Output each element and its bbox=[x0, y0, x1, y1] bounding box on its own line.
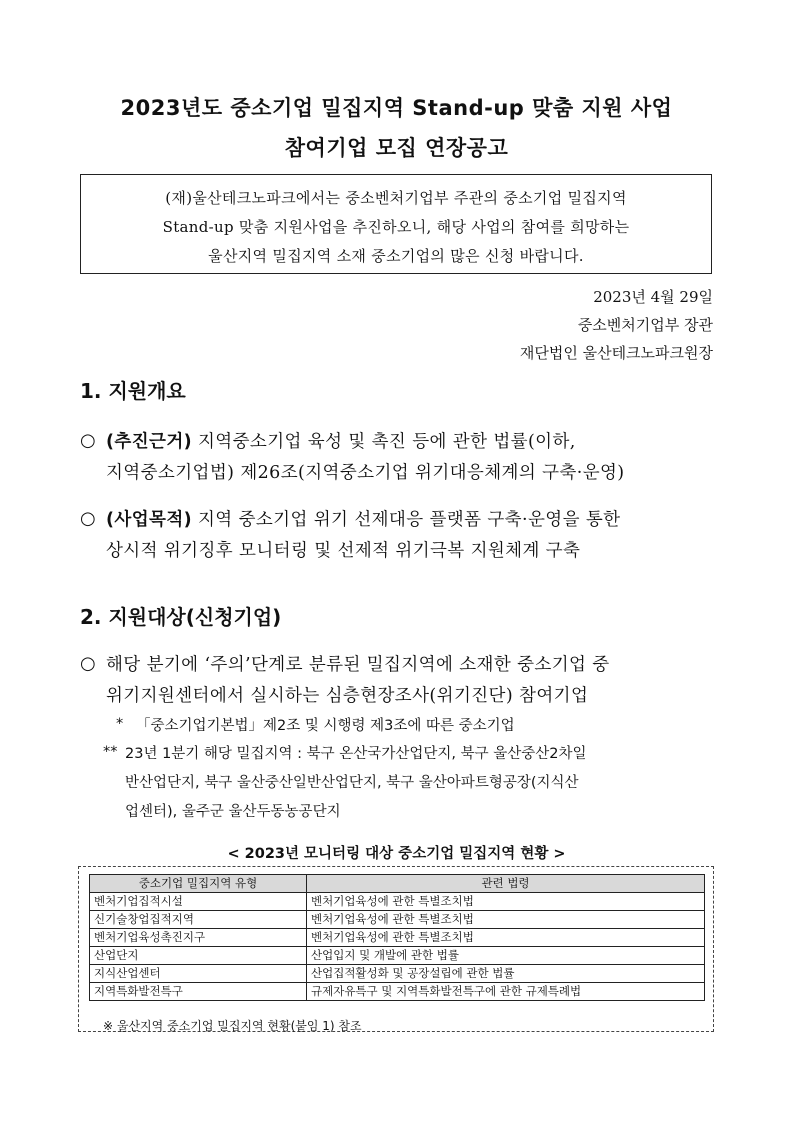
intro-box bbox=[80, 174, 712, 274]
issuer-ministry: 중소벤처기업부 장관 bbox=[577, 316, 713, 334]
label-purpose: (사업목적) bbox=[106, 510, 193, 530]
document-title: 2023년도 중소기업 밀집지역 Stand-up 맞춤 지원 사업 bbox=[120, 96, 673, 120]
paragraph-purpose bbox=[106, 506, 620, 531]
table-row bbox=[90, 893, 705, 911]
issuer-agency: 재단법인 울산테크노파크원장 bbox=[519, 344, 713, 362]
cell-law: 벤처기업육성에 관한 특별조치법 bbox=[307, 911, 705, 929]
cell-law: 산업입지 및 개발에 관한 법률 bbox=[307, 947, 705, 965]
note-regions-line2: 반산업단지, 북구 울산중산일반산업단지, 북구 울산아파트형공장(지식산 bbox=[125, 775, 579, 791]
paragraph-target: 해당 분기에 ‘주의’단계로 분류된 밀집지역에 소재한 중소기업 중 bbox=[106, 655, 610, 675]
cell-type: 벤처기업집적시설 bbox=[90, 893, 307, 911]
regions-table bbox=[89, 874, 705, 1001]
table-row bbox=[90, 983, 705, 1001]
intro-line: (재)울산테크노파크에서는 중소벤처기업부 주관의 중소기업 밀집지역 bbox=[165, 189, 627, 207]
paragraph-basis bbox=[106, 428, 576, 453]
paragraph-purpose-cont: 상시적 위기징후 모니터링 및 선제적 위기극복 지원체계 구축 bbox=[106, 541, 581, 561]
label-basis: (추진근거) bbox=[106, 432, 193, 452]
table-row bbox=[90, 947, 705, 965]
cell-law: 벤처기업육성에 관한 특별조치법 bbox=[307, 929, 705, 947]
note-regions-line1: 23년 1분기 해당 밀집지역 : 북구 온산국가산업단지, 북구 울산중산2차일 bbox=[125, 746, 587, 762]
header-type: 중소기업 밀집지역 유형 bbox=[90, 875, 307, 893]
cell-law: 산업집적활성화 및 공장설립에 관한 법률 bbox=[307, 965, 705, 983]
cell-type: 지역특화발전특구 bbox=[90, 983, 307, 1001]
table-header-row bbox=[90, 875, 705, 893]
cell-type: 벤처기업육성촉진지구 bbox=[90, 929, 307, 947]
bullet-icon: ○ bbox=[80, 508, 96, 529]
cell-type: 신기술창업집적지역 bbox=[90, 911, 307, 929]
table-caption: < 2023년 모니터링 대상 중소기업 밀집지역 현황 > bbox=[227, 846, 566, 862]
issue-date: 2023년 4월 29일 bbox=[593, 288, 713, 306]
table-row bbox=[90, 911, 705, 929]
intro-line: Stand-up 맞춤 지원사업을 추진하오니, 해당 사업의 참여를 희망하는 bbox=[162, 218, 630, 236]
bullet-icon: ○ bbox=[80, 430, 96, 451]
table-row bbox=[90, 965, 705, 983]
table-footnote: ※ 울산지역 중소기업 밀집지역 현황(붙임 1) 참조 bbox=[103, 1019, 362, 1033]
paragraph-target-cont: 위기지원센터에서 실시하는 심층현장조사(위기진단) 참여기업 bbox=[106, 686, 589, 706]
intro-line: 울산지역 밀집지역 소재 중소기업의 많은 신청 바랍니다. bbox=[208, 247, 584, 265]
cell-law: 벤처기업육성에 관한 특별조치법 bbox=[307, 893, 705, 911]
cell-type: 지식산업센터 bbox=[90, 965, 307, 983]
note-double-asterisk: ** bbox=[103, 744, 118, 760]
cell-type: 산업단지 bbox=[90, 947, 307, 965]
table-container bbox=[78, 866, 714, 1032]
header-law: 관련 법령 bbox=[307, 875, 705, 893]
section-heading-target: 2. 지원대상(신청기업) bbox=[80, 605, 282, 629]
cell-law: 규제자유특구 및 지역특화발전특구에 관한 규제특례법 bbox=[307, 983, 705, 1001]
note-sme-definition: 「중소기업기본법」제2조 및 시행령 제3조에 따른 중소기업 bbox=[136, 718, 515, 734]
document-subtitle: 참여기업 모집 연장공고 bbox=[284, 136, 509, 160]
basis-text: 지역중소기업 육성 및 촉진 등에 관한 법률(이하, bbox=[192, 432, 576, 452]
note-asterisk: * bbox=[116, 716, 124, 732]
section-heading-overview: 1. 지원개요 bbox=[80, 379, 186, 403]
note-regions-line3: 업센터), 울주군 울산두동농공단지 bbox=[125, 804, 341, 820]
paragraph-basis-cont: 지역중소기업법) 제26조(지역중소기업 위기대응체계의 구축·운영) bbox=[106, 463, 625, 483]
purpose-text: 지역 중소기업 위기 선제대응 플랫폼 구축·운영을 통한 bbox=[192, 510, 621, 530]
table-row bbox=[90, 929, 705, 947]
bullet-icon: ○ bbox=[80, 653, 96, 674]
